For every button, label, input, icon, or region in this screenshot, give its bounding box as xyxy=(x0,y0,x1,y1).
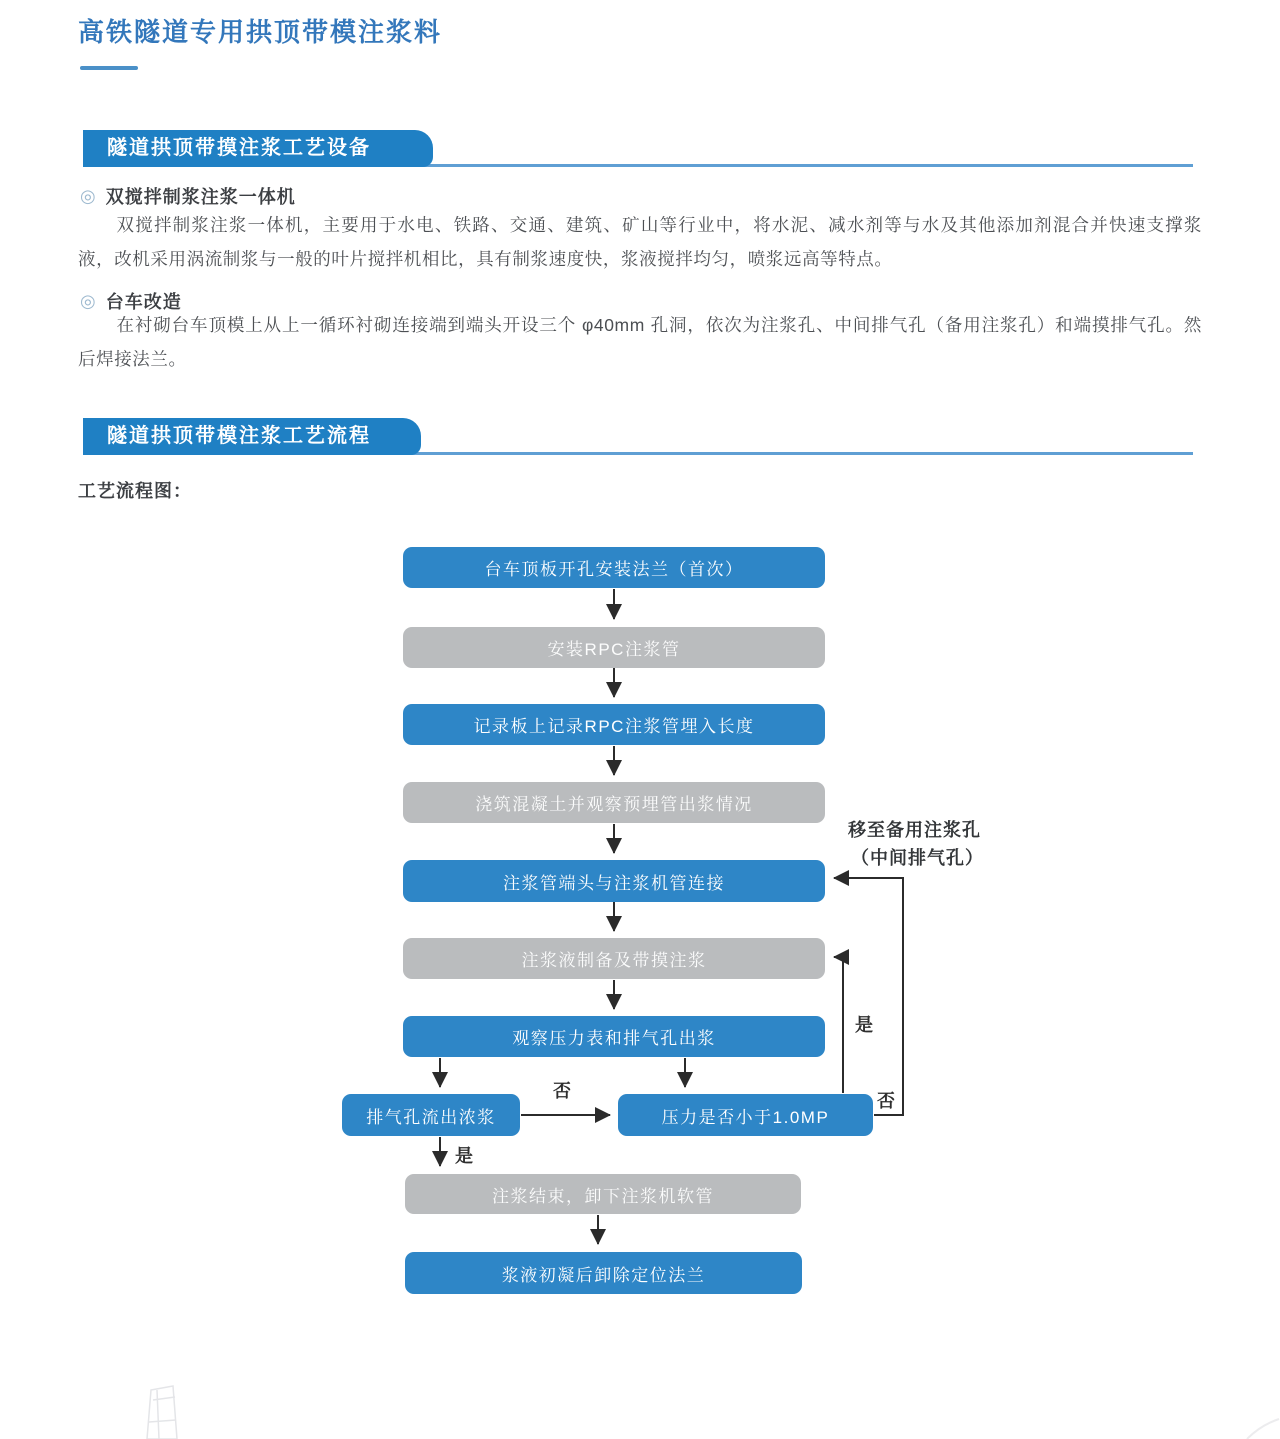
arrow-pressure-no-loop xyxy=(834,878,903,1115)
flow-node-record-length: 记录板上记录RPC注浆管埋入长度 xyxy=(403,704,825,745)
bullet-heading: 台车改造 xyxy=(105,292,182,312)
edge-label-pressure-no: 否 xyxy=(877,1091,896,1111)
arrow-pressure-yes-loop xyxy=(834,957,843,1093)
tower-watermark xyxy=(133,1384,203,1439)
flow-node-remove-flange: 浆液初凝后卸除定位法兰 xyxy=(405,1252,802,1294)
loop-annotation-line1: 移至备用注浆孔 xyxy=(848,820,981,840)
flow-node-prepare-grout: 注浆液制备及带摸注浆 xyxy=(403,938,825,979)
flow-node-grouting-end: 注浆结束，卸下注浆机软管 xyxy=(405,1174,801,1214)
ring-bullet-icon: ◎ xyxy=(80,291,96,311)
paragraph-trolley: 在衬砌台车顶模上从上一循环衬砌连接端到端头开设三个 φ40mm 孔洞，依次为注浆孔、中间排气孔（备用注浆孔）和端摸排气孔。然后焊接法兰。 xyxy=(78,315,1202,369)
bullet-item-mixer xyxy=(80,183,296,209)
page-title: 高铁隧道专用拱顶带模注浆料 xyxy=(78,17,443,47)
edge-label-pressure-yes: 是 xyxy=(855,1015,874,1035)
flow-node-observe-gauge: 观察压力表和排气孔出浆 xyxy=(403,1016,825,1057)
flow-node-install-rpc-pipe: 安装RPC注浆管 xyxy=(403,627,825,668)
corner-watermark xyxy=(1245,1415,1280,1439)
edge-label-yes: 是 xyxy=(455,1146,474,1166)
flow-node-connect-machine: 注浆管端头与注浆机管连接 xyxy=(403,860,825,902)
paragraph-mixer: 双搅拌制浆注浆一体机，主要用于水电、铁路、交通、建筑、矿山等行业中，将水泥、减水剂等与水及其他添加剂混合并快速支撑浆液，改机采用涡流制浆与一般的叶片搅拌机相比，具有制浆速度快，浆液搅拌均匀，喷浆远高等特点。 xyxy=(78,215,1202,269)
ring-bullet-icon: ◎ xyxy=(80,186,96,206)
edge-label-no: 否 xyxy=(553,1081,572,1101)
section-banner-process: 隧道拱顶带模注浆工艺流程 xyxy=(83,418,421,455)
flow-node-drill-flange: 台车顶板开孔安装法兰（首次） xyxy=(403,547,825,588)
flow-node-pressure-check: 压力是否小于1.0MP xyxy=(618,1094,873,1136)
bullet-heading: 双搅拌制浆注浆一体机 xyxy=(105,187,296,207)
title-underline xyxy=(80,66,138,70)
flow-node-thick-slurry: 排气孔流出浓浆 xyxy=(342,1094,520,1136)
section-banner-equipment: 隧道拱顶带摸注浆工艺设备 xyxy=(83,130,433,167)
flow-node-pour-concrete: 浇筑混凝土并观察预埋管出浆情况 xyxy=(403,782,825,823)
flowchart-caption: 工艺流程图： xyxy=(78,481,192,501)
loop-annotation-line2: （中间排气孔） xyxy=(851,848,984,868)
